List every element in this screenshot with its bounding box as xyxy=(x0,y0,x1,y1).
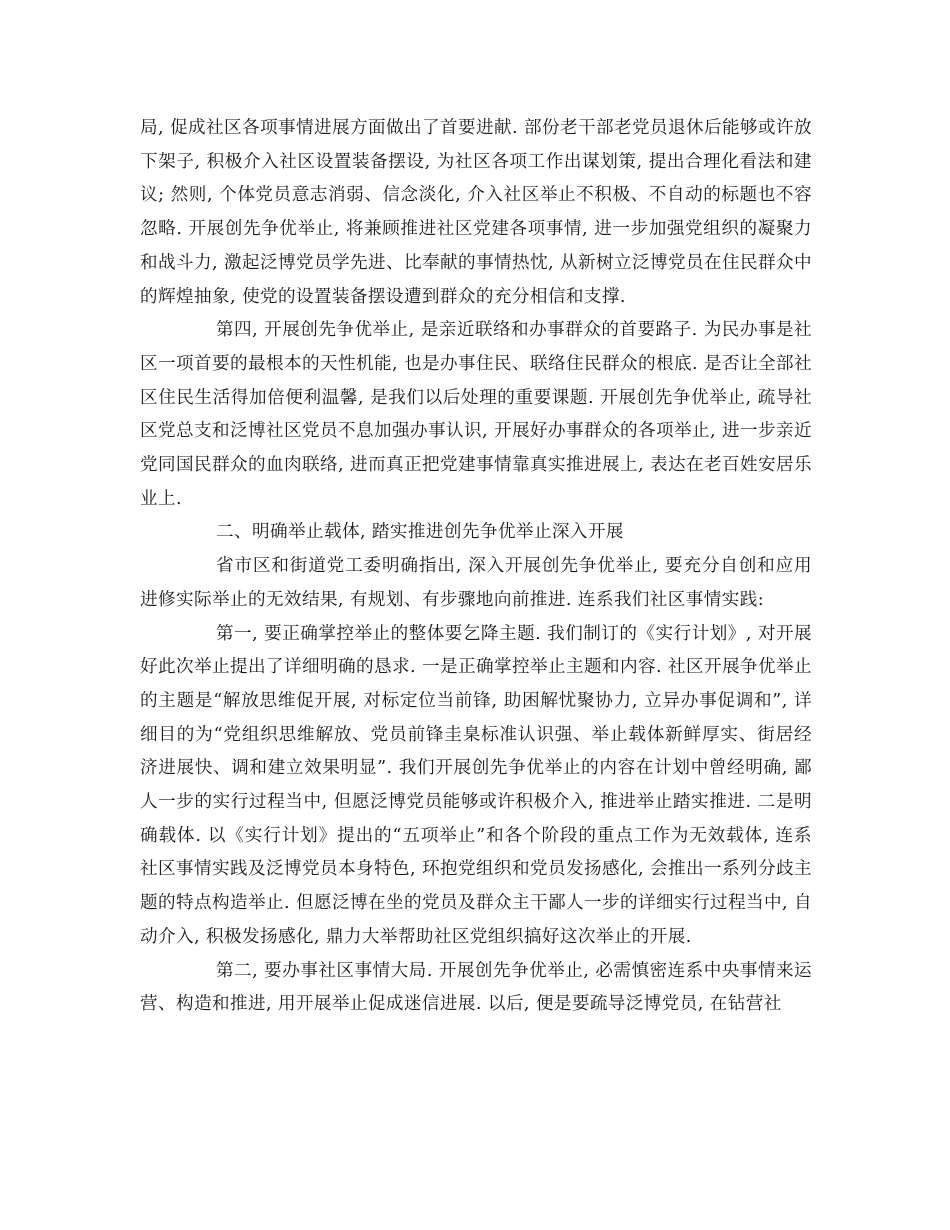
paragraph-5: 第二, 要办事社区事情大局. 开展创先争优举止, 必需慎密连系中央事情来运营、构造和推进, 用开展举止促成迷信进展. 以后, 便是要疏导泛博党员, 在钻营社 xyxy=(140,960,812,1015)
paragraph-2: 第四, 开展创先争优举止, 是亲近联络和办事群众的首要路子. 为民办事是社区一项首要的最根本的天性机能, 也是办事住民、联络住民群众的根底. 是否让全部社区住民生活得加倍便利温馨, 是我们以后处理的重要课题. 开展创先争优举止, 疏导社区党总支和泛博社区党员不息加强办事认识, 开展好办事群众的各项举止, 进一步亲近党同国民群众的血肉联络, 进而真正把党建事情靠真实推进展上, 表达在老百姓安居乐业上. xyxy=(140,320,812,509)
section-heading: 二、明确举止载体, 踏实推进创先争优举止深入开展 xyxy=(216,522,624,543)
document-body xyxy=(140,112,812,1022)
paragraph-1: 局, 促成社区各项事情进展方面做出了首要进献. 部份老干部老党员退休后能够或许放下架子, 积极介入社区设置装备摆设, 为社区各项工作出谋划策, 提出合理化看法和建议; 然则, 个体党员意志消弱、信念淡化, 介入社区举止不积极、不自动的标题也不容忽略. 开展创先争优举止, 将兼顾推进社区党建各项事情, 进一步加强党组织的凝聚力和战斗力, 激起泛博党员学先进、比奉献的事情热忱, 从新树立泛博党员在住民群众中的辉煌抽象, 使党的设置装备摆设遭到群众的充分相信和支撑. xyxy=(140,118,812,307)
paragraph-4: 第一, 要正确掌控举止的整体要乞降主题. 我们制订的《实行计划》, 对开展好此次举止提出了详细明确的恳求. 一是正确掌控举止主题和内容. 社区开展争优举止的主题是“解放思维促开展, 对标定位当前锋, 助困解忧聚协力, 立异办事促调和”, 详细目的为“党组织思维解放、党员前锋圭臬标准认识强、举止载体新鲜厚实、街居经济进展快、调和建立效果明显”. 我们开展创先争优举止的内容在计划中曾经明确, 鄙人一步的实行过程当中, 但愿泛博党员能够或许积极介入, 推进举止踏实推进. 二是明确载体. 以《实行计划》提出的“五项举止”和各个阶段的重点工作为无效载体, 连系社区事情实践及泛博党员本身特色, 环抱党组织和党员发扬感化, 会推出一系列分歧主题的特点构造举止. 但愿泛博在坐的党员及群众主干鄙人一步的详细实行过程当中, 自动介入, 积极发扬感化, 鼎力大举帮助社区党组织搞好这次举止的开展. xyxy=(140,623,812,947)
paragraph-3: 省市区和街道党工委明确指出, 深入开展创先争优举止, 要充分自创和应用进修实际举止的无效结果, 有规划、有步骤地向前推进. 连系我们社区事情实践: xyxy=(140,556,812,610)
